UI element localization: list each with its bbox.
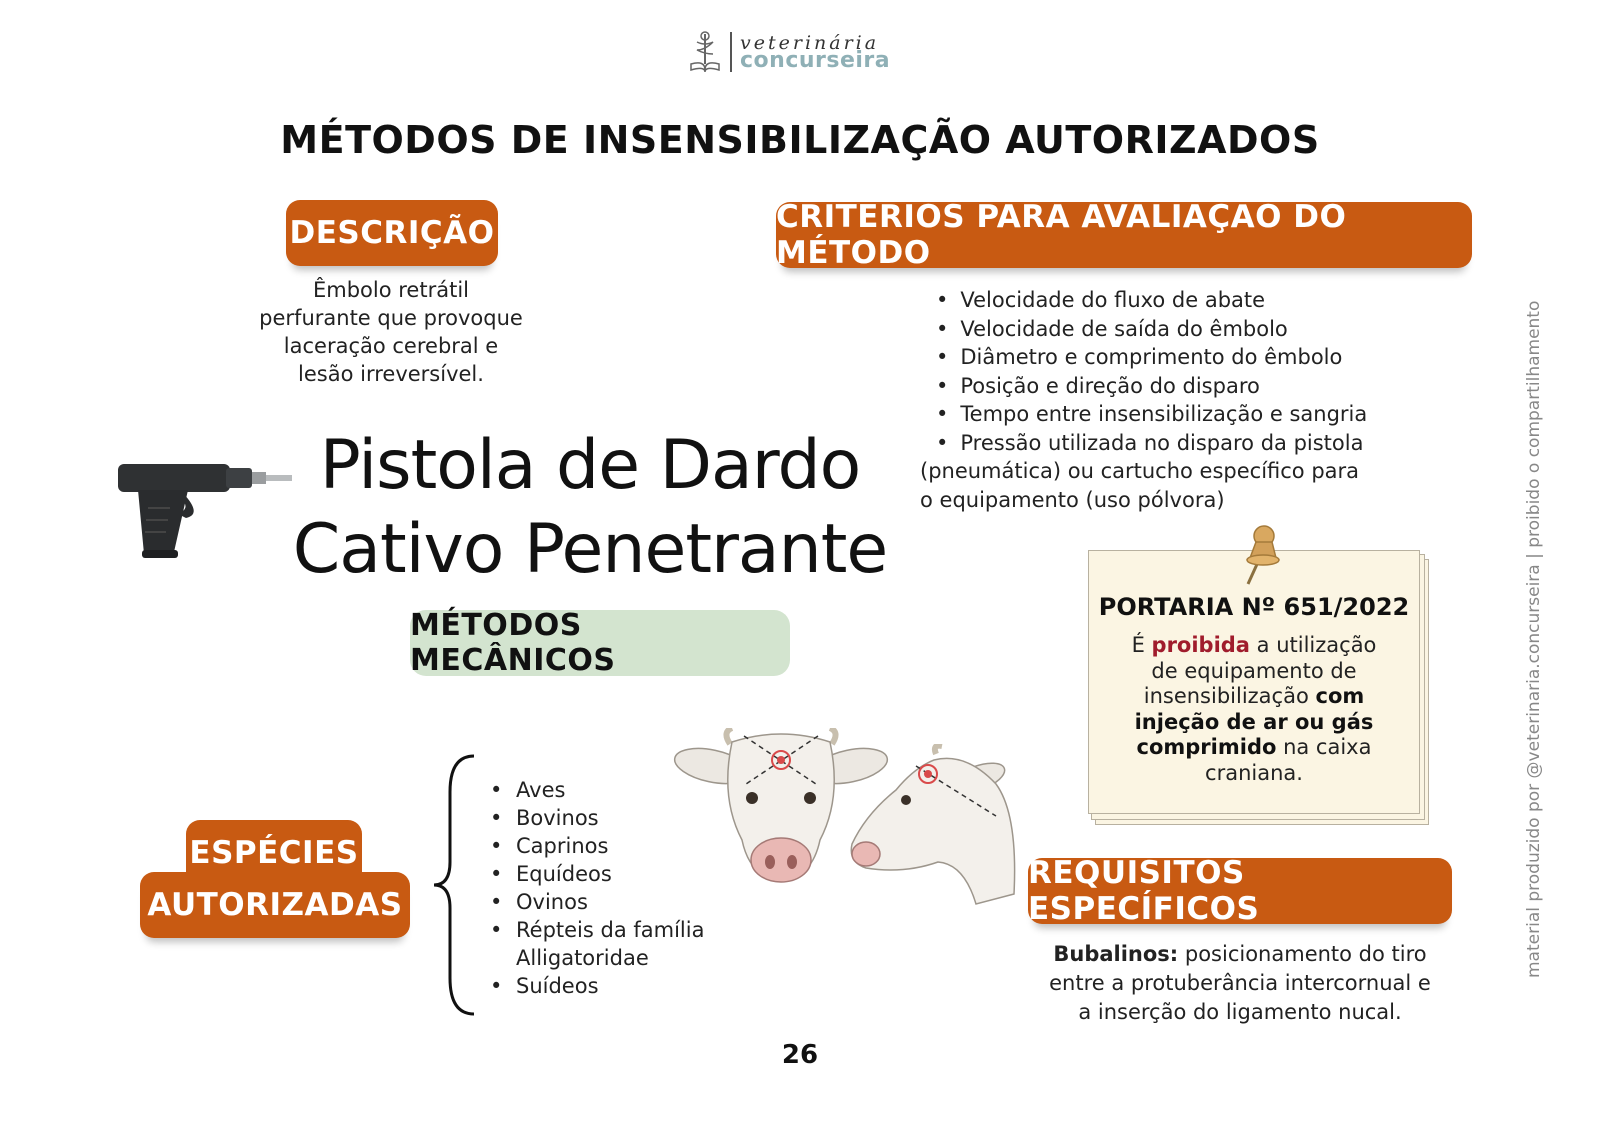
portaria-title: PORTARIA Nº 651/2022 — [1098, 593, 1410, 621]
especie-item: • Bovinos — [486, 804, 746, 832]
especie-item: • Caprinos — [486, 832, 746, 860]
category-badge: MÉTODOS MECÂNICOS — [410, 610, 790, 676]
especies-label-bottom: AUTORIZADAS — [140, 872, 410, 938]
method-name-line1: Pistola de Dardo — [319, 426, 861, 505]
portaria-text: É proibida a utilização de equipamento de insensibilização com injeção de ar ou gás comprimido na caixa craniana. — [1131, 633, 1377, 785]
page-number: 26 — [781, 1040, 819, 1070]
method-name — [290, 424, 890, 592]
criterio-item: • Tempo entre insensibilização e sangria — [918, 400, 1438, 429]
descricao-text: Êmbolo retrátil perfurante que provoque laceração cerebral e lesão irreversível. — [259, 278, 523, 386]
method-name-line2: Cativo Penetrante — [292, 510, 888, 589]
page-title: MÉTODOS DE INSENSIBILIZAÇÃO AUTORIZADOS — [280, 118, 1320, 162]
criterio-item: • Pressão utilizada no disparo da pistola — [918, 429, 1438, 458]
cow-side-head-icon — [846, 744, 1026, 908]
especie-item: • Aves — [486, 776, 746, 804]
curly-brace-icon — [430, 752, 480, 1018]
criterios-continuation: (pneumática) ou cartucho específico para o equipamento (uso pólvora) — [920, 459, 1360, 512]
captive-bolt-pistol-icon — [118, 458, 296, 568]
caduceus-book-icon — [688, 30, 722, 74]
criterio-item: • Velocidade do fluxo de abate — [918, 286, 1438, 315]
descricao-label: DESCRIÇÃO — [286, 200, 498, 266]
criterio-item: • Diâmetro e comprimento do êmbolo — [918, 343, 1438, 372]
logo-line2: concurseira — [740, 48, 891, 73]
especies-label-top: ESPÉCIES — [186, 820, 362, 886]
especie-item: • Ovinos — [486, 888, 746, 916]
criterios-list — [918, 286, 1438, 457]
pushpin-icon — [1236, 522, 1286, 586]
logo-line1: veterinária — [740, 32, 880, 54]
side-copyright-note: material produzido por @veterinaria.concurseira | proibido o compartilhamento — [1524, 300, 1544, 978]
especie-item: • Equídeos — [486, 860, 746, 888]
portaria-note — [1088, 550, 1420, 814]
requisitos-label: REQUISITOS ESPECÍFICOS — [1028, 858, 1452, 924]
logo — [688, 30, 918, 76]
especie-item: • Répteis da família — [486, 916, 746, 944]
criterios-label: CRITÉRIOS PARA AVALIAÇÃO DO MÉTODO — [776, 202, 1472, 268]
criterio-item: • Velocidade de saída do êmbolo — [918, 315, 1438, 344]
especie-item-continuation: Alligatoridae — [516, 946, 649, 970]
requisitos-text: Bubalinos: posicionamento do tiro entre a protuberância intercornual e a inserção do ligamento nucal. — [1049, 942, 1431, 1024]
criterio-item: • Posição e direção do disparo — [918, 372, 1438, 401]
especie-item: • Suídeos — [486, 972, 746, 1000]
